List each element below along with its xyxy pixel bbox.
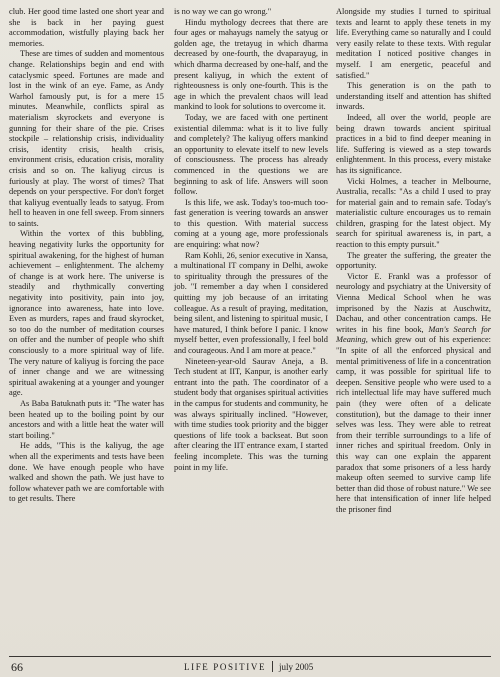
paragraph: This generation is on the path to understanding itself and attention has shifted inwards. — [336, 81, 491, 112]
paragraph: Vicki Holmes, a teacher in Melbourne, Australia, recalls: "As a child I used to pray for material gain and to remain safe. Today's materialistic culture encourages us to remain children, grasping for the latest object. My search for spiritual awareness is, in part, a reaction to this empty pursuit." — [336, 176, 491, 250]
footer-separator — [272, 661, 273, 672]
paragraph: Alongside my studies I turned to spiritual texts and learnt to apply these tenets in my life. Everything came so naturally and I could very easily relate to these texts. With regular meditation I noticed positive changes in myself. I am energetic, peaceful and satisfied." — [336, 7, 491, 80]
paragraph: Within the vortex of this bubbling, heaving negativity lurks the opportunity for spiritual awakening, for the highest of human achievement – enlightenment. The alchemy of change is at work here. The universe is steadily and rhythmically converting negativity into positivity, pain into joy, ignorance into awareness, hate into love. Even as murders, rapes and fraud skyrocket, so too do the number of meditation courses on offer and the number of people who shift consciously to a more spiritual way of life. The very nature of kaliyug is forcing the pace of inner change and we are witnessing spiritual awakening at a younger and younger age. — [9, 229, 164, 398]
footer-divider — [9, 656, 491, 657]
paragraph: Hindu mythology decrees that there are four ages or mahayugs namely the satyug or golden age, the tretayug in which dharma decreased by one-fourth, the dvaparayug, in which dharma decreased by one-half, and the present kaliyug, in which the extent of righteousness is only one-fourth. This is the age in which the prevalent chaos will lead mankind to look for solutions to overcome it. — [174, 17, 328, 112]
page-footer — [9, 660, 491, 674]
footer-masthead — [184, 661, 313, 673]
magazine-name: LIFE POSITIVE — [184, 662, 267, 672]
text-column-3 — [336, 7, 491, 516]
paragraph: Ram Kohli, 26, senior executive in Xansa, a multinational IT company in Delhi, awoke to spirituality through the pressures of the job. "I remember a day when I considered quitting my job because of an irritating colleague. As a result of praying, meditation, being silent, and listening to spiritual music, I have matured, I think before I panic. I know myself better, even professionally, I feel bold and courageous. And I am more at peace." — [174, 250, 328, 355]
paragraph: He adds, "This is the kaliyug, the age when all the experiments and tests have been done. We have enough people who have walked and shown the path. We just have to follow whatever path we are comfortable with to get results. There — [9, 441, 164, 504]
paragraph: These are times of sudden and momentous change. Relationships begin and end with cataclysmic speed. Fortunes are made and lost in the wink of an eye. Fame, as Andy Warhol famously put, is for a mere 15 minutes. Meanwhile, conflicts spiral as materialism skyrockets and everyone is gunning for their share of the pie. Crises stockpile – relationship crisis, individuality crisis, identity crisis, health crisis, environment crisis, education crisis, morality crisis and so on. The kaliyug circus is furiously at play. The worst of times? That depends on your perspective. For don't forget that kaliyug eventually leads to satyug. From hell to heaven in one fell sweep. From sinners to saints. — [9, 49, 164, 228]
page-number: 66 — [11, 660, 23, 674]
paragraph: Is this life, we ask. Today's too-much too-fast generation is veering towards an answer to this question. With material success coming at a young age, more professionals are enquiring: what now? — [174, 197, 328, 250]
paragraph: is no way we can go wrong." — [174, 7, 272, 16]
paragraph: Victor E. Frankl was a professor of neurology and psychiatry at the University of Vienna Medical School when he was imprisoned by the Nazis at Auschwitz, Dachau, and other concentration camps. He writes in his fine book, Man's Search for Meaning, which grew out of his experience: "In spite of all the enforced physical and mental primitiveness of life in a concentration camp, it was possible for spiritual life to deepen. Sensitive people who were used to a rich intellectual life may have suffered much pain (they were often of a delicate constitution), but the damage to their inner selves was less. They were able to retreat from their terrible surroundings to a life of inner riches and spiritual freedom. Only in this way can one explain the apparent paradox that some prisoners of a less hardy makeup often seemed to survive camp life better than did those of robust nature." We see here that intensification of inner life helped the prisoner find — [336, 271, 491, 514]
paragraph: The greater the suffering, the greater the opportunity. — [336, 250, 491, 271]
issue-date: july 2005 — [279, 662, 314, 672]
text-column-1 — [9, 7, 164, 505]
paragraph: Nineteen-year-old Saurav Aneja, a B. Tech student at IIT, Kanpur, is another early entrant into the path. The coordinator of a student body that organises spiritual activities in the campus for students and community, he was always spiritually inclined. "However, with time studies took priority and the bigger questions of life took a backseat. But soon after clearing the IIT entrance exam, I started feeling incomplete. This was the turning point in my life. — [174, 356, 328, 472]
paragraph: club. Her good time lasted one short year and she is back in her paying guest accommodation, wistfully playing back her memories. — [9, 7, 164, 48]
book-title: Man's Search for Meaning — [336, 324, 491, 345]
text-column-2 — [174, 7, 328, 473]
paragraph: Indeed, all over the world, people are being drawn towards ancient spiritual practices in a bid to find deeper meaning in life. Suffering is viewed as a step towards enlightenment. In this process, every mistake has its significance. — [336, 112, 491, 175]
paragraph: Today, we are faced with one pertinent existential dilemma: what is it to live fully and completely? The kaliyug offers mankind an opportunity to elevate itself to new levels of consciousness. The process has already commenced in the questions we are beginning to ask of life. Answers will soon follow. — [174, 112, 328, 197]
paragraph: As Baba Batuknath puts it: "The water has been heated up to the boiling point by our ancestors and with a little heat the water will start boiling." — [9, 398, 164, 440]
